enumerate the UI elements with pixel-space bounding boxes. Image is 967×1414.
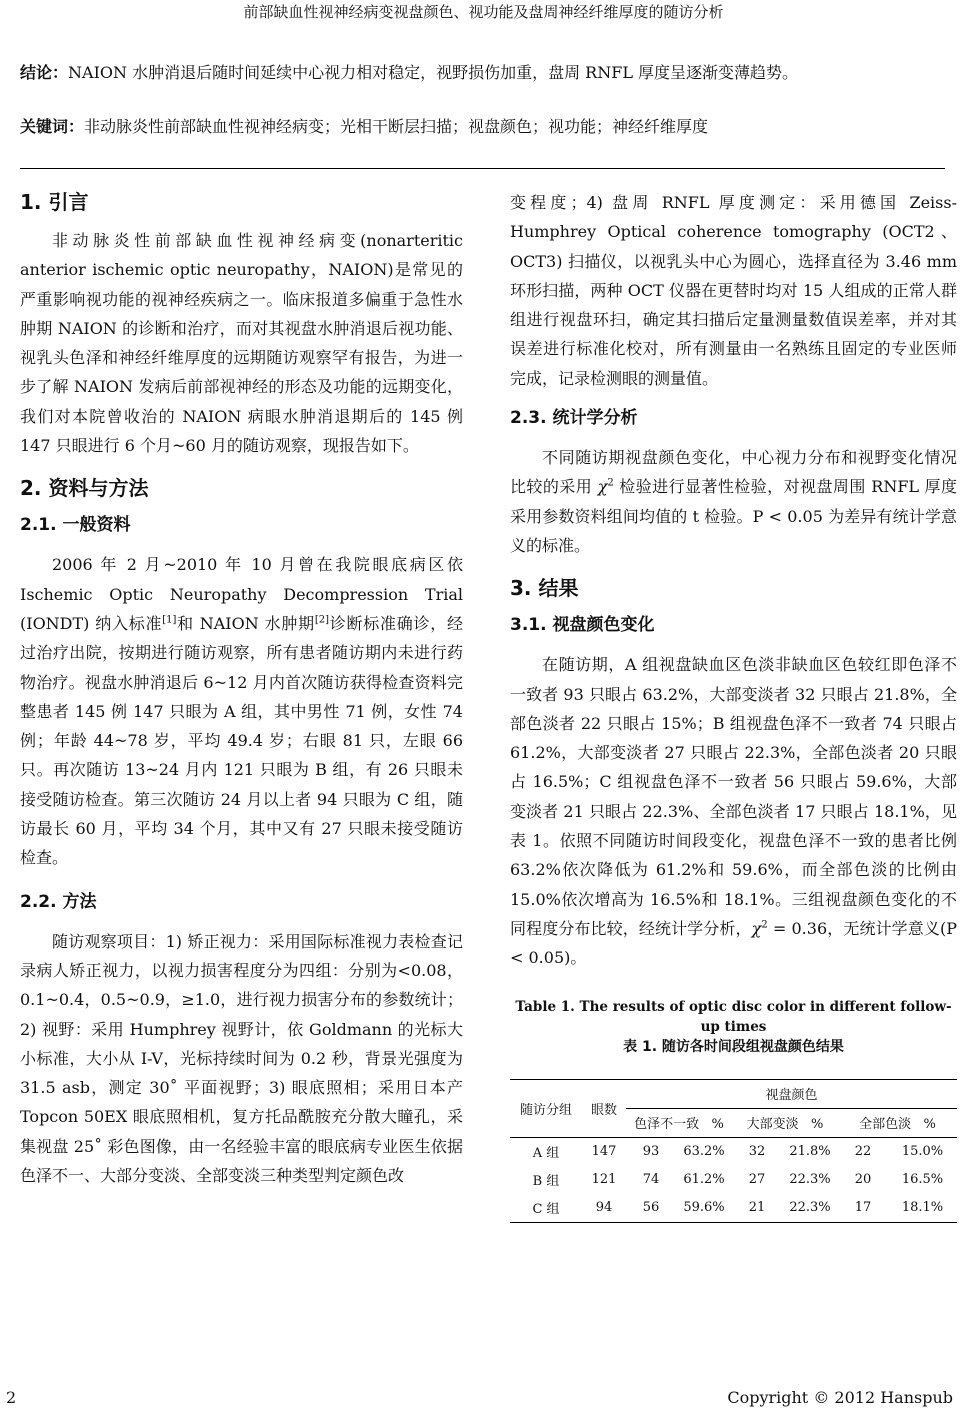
chi-symbol: χ — [597, 477, 608, 497]
section-3-1-title: 3.1. 视盘颜色变化 — [510, 615, 655, 636]
keywords — [20, 114, 955, 140]
page-number: 2 — [6, 1388, 17, 1407]
keywords-label: 关键词： — [20, 117, 85, 136]
table-row: C 组 94 56 59.6% 21 22.3% 17 18.1% — [510, 1194, 957, 1223]
section-2-3-title: 2.3. 统计学分析 — [510, 408, 638, 429]
citation-2: [2] — [314, 614, 329, 626]
general-data-text-a: 2006 年 2 月~2010 年 10 月曾在我院眼底病区依 Ischemic Optic Neuropathy Decompression Trial (IONDT) 纳入标准 — [20, 555, 463, 633]
chi-superscript: 2 — [761, 919, 768, 931]
results-text-a: 在随访期，A 组视盘缺血区色淡非缺血区色较红即色泽不一致者 93 只眼占 63.2%，大部变淡者 32 只眼占 21.8%，全部色淡者 22 只眼占 15%；B 组视盘色泽不一致者 74 只眼占 61.2%，大部变淡者 27 只眼占 22.3%，全部色淡者 20 只眼占 16.5%；C 组视盘色泽不一致者 56 只眼占 59.6%，大部变淡者 21 只眼占 22.3%、全部色淡者 17 只眼占 18.1%，见表 1。依照不同随访时间段变化，视盘色泽不一致的患者比例 63.2%依次降低为 61.2%和 59.6%，而全部色淡的比例由 15.0%依次增高为 16.5%和 18.1%。三组视盘颜色变化的不同程度分布比较，经统计学分析， — [510, 655, 957, 938]
table-1-caption — [510, 997, 957, 1057]
col-header-color: 视盘颜色 — [626, 1079, 957, 1108]
section-3-title: 3. 结果 — [510, 576, 579, 601]
results-text-b: = 0.36，无统计学意义(P < 0.05)。 — [510, 918, 957, 968]
table-1 — [510, 1079, 957, 1223]
methods-paragraph: 随访观察项目：1) 矫正视力：采用国际标准视力表检查记录病人矫正视力，以视力损害程度分为四组：分别为<0.08，0.1~0.4，0.5~0.9，≥1.0，进行视力损害分布的参数统计；2) 视野：采用 Humphrey 视野计，依 Goldmann 的光标大小标准，大小从 I-V，光标持续时间为 0.2 秒，背景光强度为 31.5 asb，测定 30˚ 平面视野；3) 眼底照相；采用日本产 Topcon 50EX 眼底照相机，复方托品酰胺充分散大瞳孔，采集视盘 25˚ 彩色图像，由一名经验丰富的眼底病专业医生依据色泽不一、大部分变淡、全部变淡三种类型判定颜色改 — [20, 931, 463, 1186]
table-row: B 组 121 74 61.2% 27 22.3% 20 16.5% — [532, 1172, 944, 1190]
citation-1: [1] — [162, 614, 177, 626]
section-2-1-title: 2.1. 一般资料 — [20, 515, 131, 536]
table-row: A 组 147 93 63.2% 32 21.8% 22 15.0% — [532, 1144, 944, 1162]
statistics-text-a: 不同随访期视盘颜色变化，中心视力分布和视野变化情况比较的采用 — [510, 448, 957, 497]
section-divider — [20, 168, 945, 169]
general-data-text-c: 诊断标准确诊，经过治疗出院，按期进行随访观察，所有患者随访期内未进行药物治疗。视盘水肿消退后 6~12 月内首次随访获得检查资料完整患者 145 例 147 只眼为 A 组，其中男性 71 例，女性 74 例；年龄 44~78 岁，平均 49.4 岁；右眼 81 只，左眼 66 只。再次随访 13~24 月内 121 只眼为 B 组，有 26 只眼未接受随访检查。第三次随访 24 月以上者 94 只眼为 C 组，随访最长 60 月，平均 34 个月，其中又有 27 只眼未接受随访检查。 — [20, 613, 463, 868]
statistics-paragraph — [510, 443, 957, 560]
general-data-text-b: 和 NAION 水肿期 — [176, 613, 315, 633]
sub-header-all: 全部色淡 % — [838, 1108, 957, 1137]
chi-symbol: χ — [751, 918, 762, 938]
statistics-text-b: 检验进行显著性检验，对视盘周围 RNFL 厚度采用参数资料组间均值的 t 检验。P < 0.05 为差异有统计学意义的标准。 — [510, 477, 957, 555]
section-2-2-title: 2.2. 方法 — [20, 891, 97, 912]
sub-header-mostly: 大部变淡 % — [732, 1108, 838, 1137]
sub-header-uneven: 色泽不一致 % — [626, 1108, 732, 1137]
section-2-title: 2. 资料与方法 — [20, 476, 149, 501]
col-header-group: 随访分组 — [510, 1079, 582, 1137]
keywords-text: 非动脉炎性前部缺血性视神经病变；光相干断层扫描；视盘颜色；视功能；神经纤维厚度 — [84, 117, 709, 136]
conclusion-text: NAION 水肿消退后随时间延续中心视力相对稳定，视野损伤加重，盘周 RNFL 厚度呈逐渐变薄趋势。 — [68, 63, 799, 82]
results-paragraph — [510, 650, 957, 972]
general-data-paragraph — [20, 550, 463, 872]
left-column — [20, 188, 463, 1190]
section-1-title: 1. 引言 — [20, 190, 89, 214]
right-column — [510, 188, 957, 1223]
running-head: 前部缺血性视神经病变视盘颜色、视功能及盘周神经纤维厚度的随访分析 — [243, 3, 724, 21]
intro-paragraph: 非动脉炎性前部缺血性视神经病变(nonarteritic anterior ischemic optic neuropathy，NAION)是常见的严重影响视功能的视神经疾病之一。临床报道多偏重于急性水肿期 NAION 的诊断和治疗，而对其视盘水肿消退后视功能、视乳头色泽和神经纤维厚度的远期随访观察罕有报告，为进一步了解 NAION 发病后前部视神经的形态及功能的远期变化，我们对本院曾收治的 NAION 病眼水肿消退期后的 145 例 147 只眼进行 6 个月~60 月的随访观察，现报告如下。 — [20, 231, 463, 456]
table-caption-cn: 表 1. 随访各时间段组视盘颜色结果 — [623, 1038, 844, 1055]
table-caption-en: Table 1. The results of optic disc color in different follow-up times — [515, 998, 952, 1035]
copyright: Copyright © 2012 Hanspub — [727, 1388, 953, 1407]
conclusion-label: 结论： — [20, 63, 69, 82]
methods-paragraph-continued: 变程度；4) 盘周 RNFL 厚度测定：采用德国 Zeiss-Humphrey Optical coherence tomography (OCT2、OCT3) 扫描仪，以视乳头中心为圆心，选择直径为 3.46 mm 环形扫描，两种 OCT 仪器在更替时均对 15 人组成的正常人群组进行视盘环扫，确定其扫描后定量测量数值误差率，并对其误差进行标准化校对，所有测量由一名熟练且固定的专业医师完成，记录检测眼的测量值。 — [510, 193, 957, 388]
col-header-eyes: 眼数 — [582, 1079, 626, 1137]
conclusion — [20, 60, 955, 86]
chi-superscript: 2 — [607, 478, 614, 490]
